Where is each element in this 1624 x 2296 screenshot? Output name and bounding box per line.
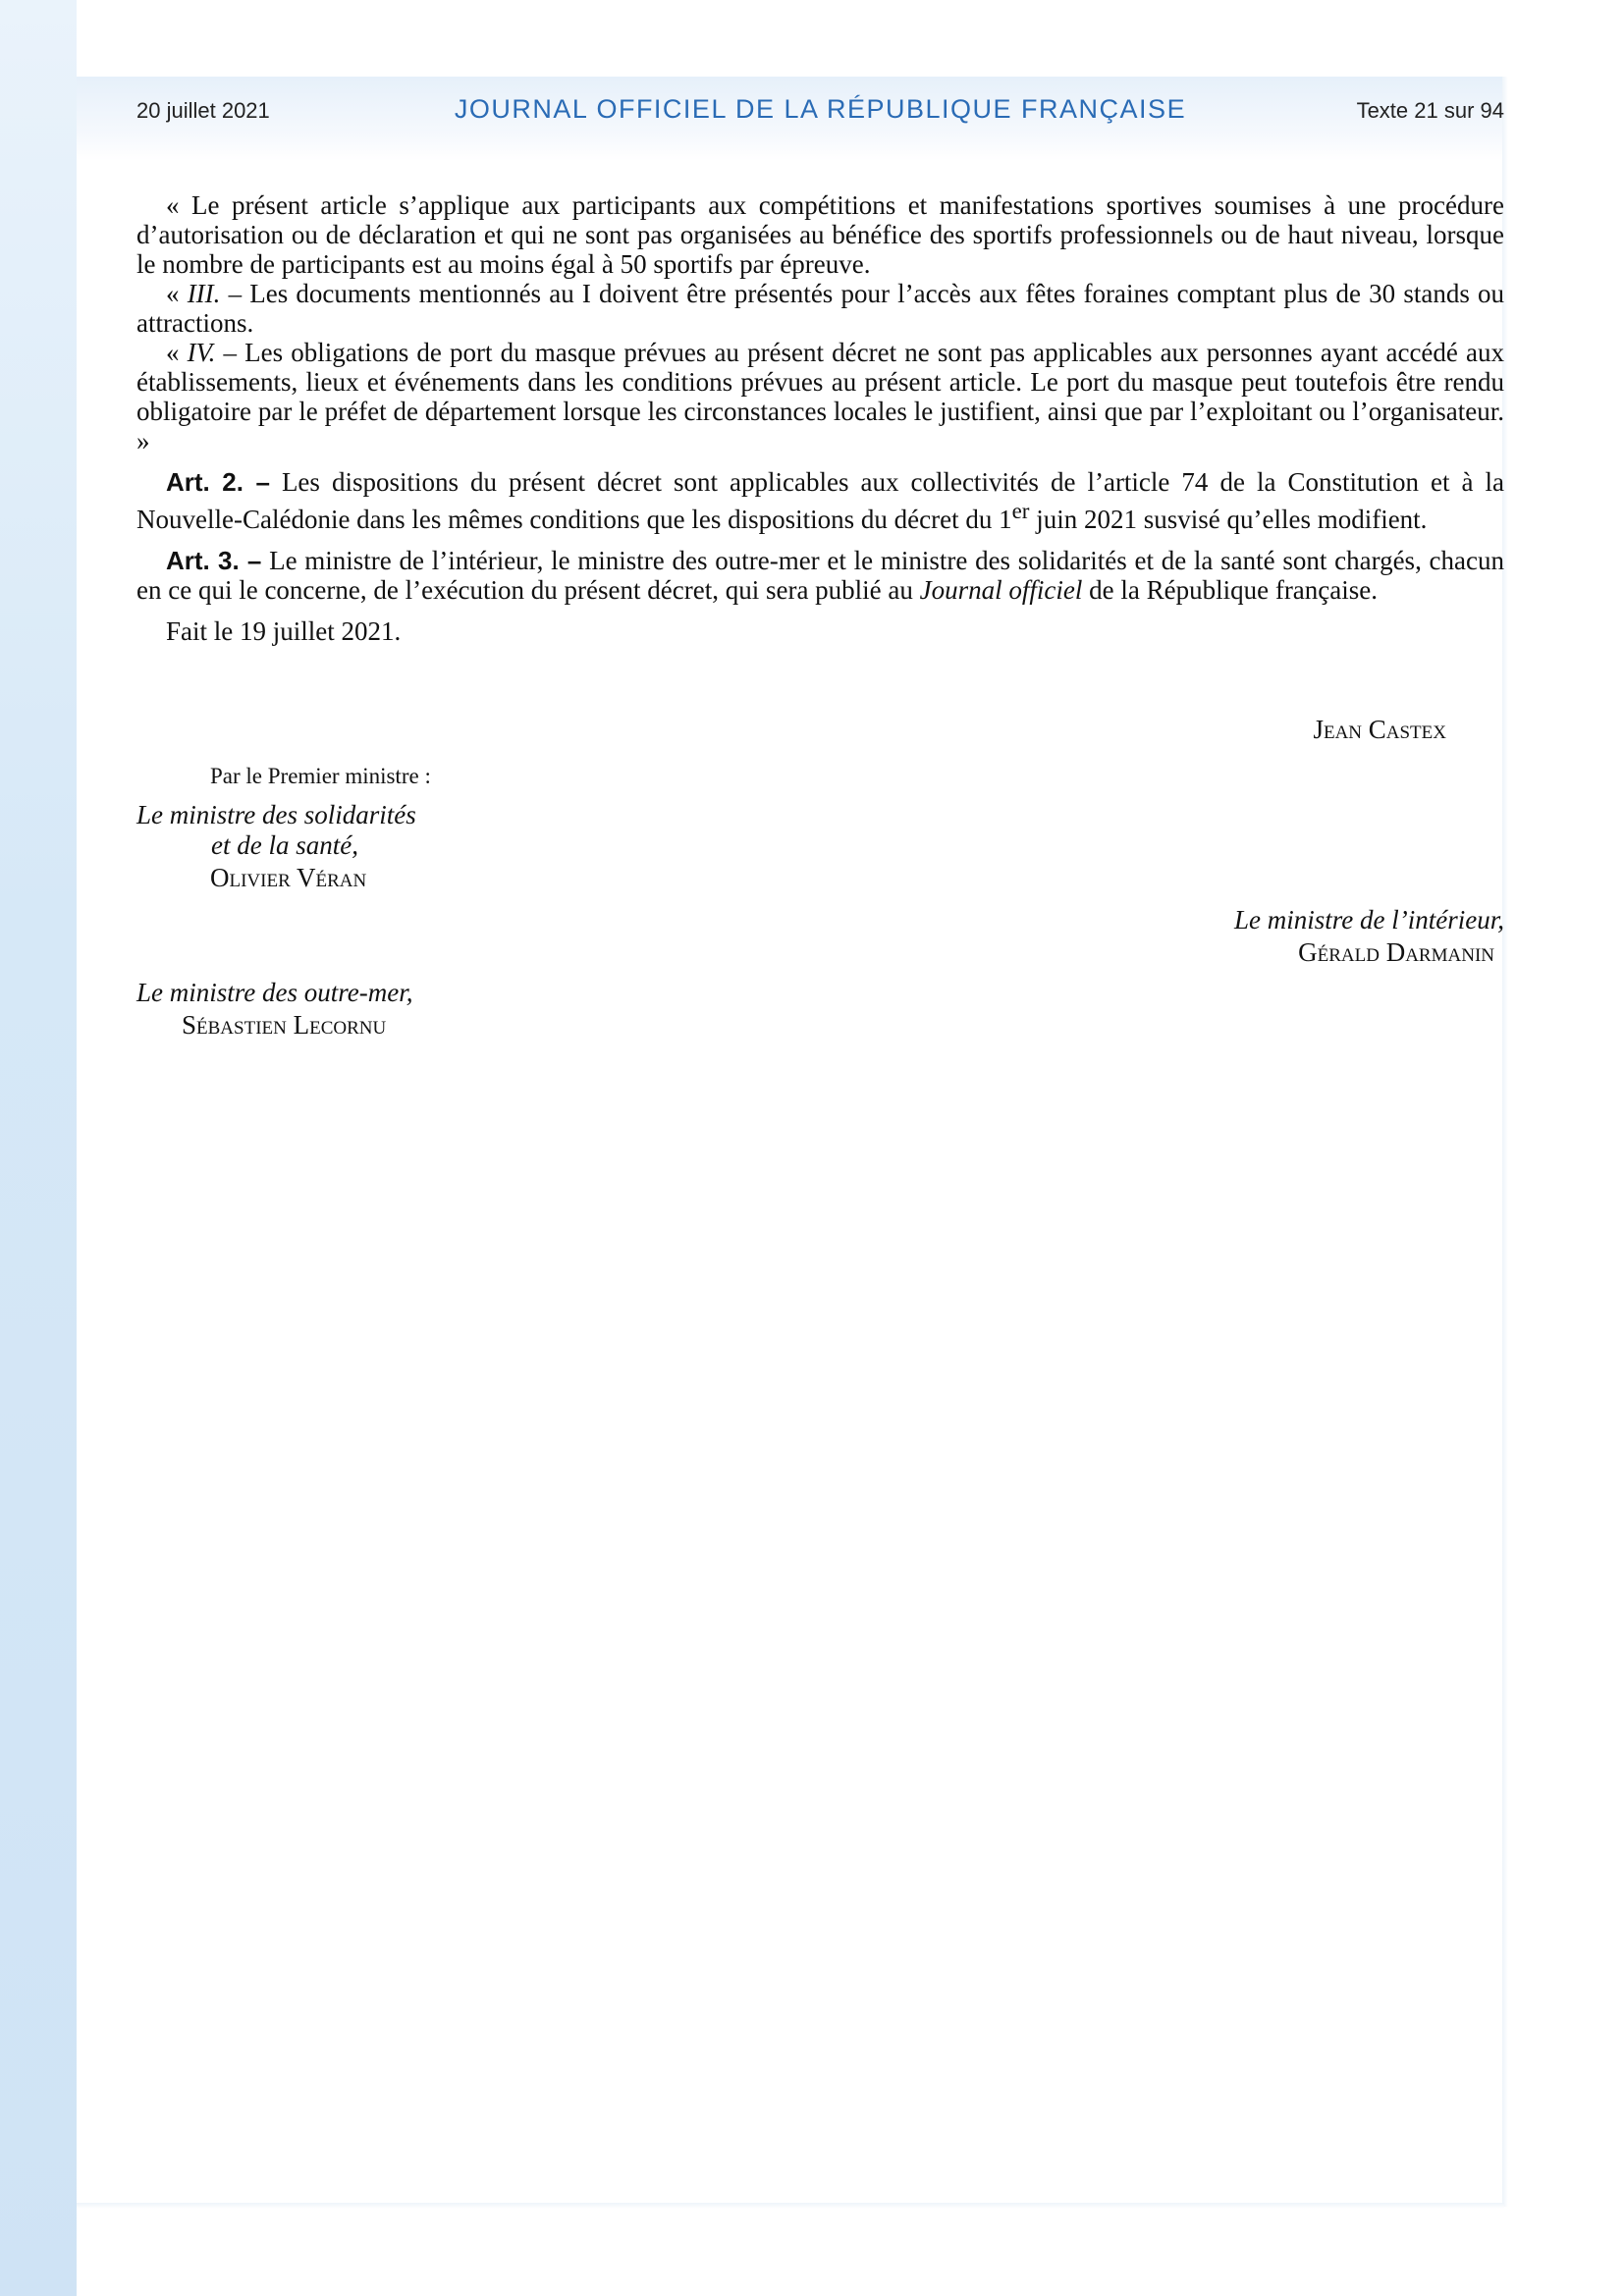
outremer-minister-name: Sébastien Lecornu	[182, 1010, 387, 1040]
article-3	[136, 546, 1504, 605]
quote-open: «	[166, 338, 188, 367]
outremer-title: Le ministre des outre-mer,	[136, 978, 413, 1007]
interieur-title: Le ministre de l’intérieur,	[1234, 905, 1504, 934]
article-3-label: Art. 3. –	[166, 546, 262, 575]
sante-title-line-1: Le ministre des solidarités	[136, 800, 416, 829]
paragraph-iv-text: – Les obligations de port du masque prévues au présent décret ne sont pas applicables aux personnes ayant accédé aux établissements, lieux et événements dans les conditions prévues au présent article. Le port du masque peut toutefois être rendu obligatoire par le préfet de département lorsque les circonstances locales le justifient, ainsi que par l’exploitant ou l’organisateur. »	[136, 338, 1505, 455]
article-2-text-b: juin 2021 susvisé qu’elles modifient.	[1029, 505, 1428, 534]
paragraph-iv	[136, 338, 1504, 455]
article-3-text-a: Le ministre de l’intérieur, le ministre des outre-mer et le ministre des solidarités et de la santé sont chargés, chacun en ce qui le concerne, de l’exécution du présent décret, qui sera publié au	[136, 546, 1504, 605]
quote-open: «	[166, 279, 188, 308]
article-2-text-a: Les dispositions du présent décret sont applicables aux collectivités de l’article 74 de la Constitution et à la Nouvelle-Calédonie dans les mêmes conditions que les dispositions du décret du 1	[136, 467, 1505, 534]
section-label-iv: IV.	[187, 338, 216, 367]
journal-title: JOURNAL OFFICIEL DE LA RÉPUBLIQUE FRANÇAISE	[454, 94, 1187, 124]
header-date: 20 juillet 2021	[136, 98, 270, 123]
document-body	[136, 190, 1504, 646]
sante-title-line-2: et de la santé,	[211, 830, 358, 860]
done-date: Fait le 19 juillet 2021.	[166, 616, 402, 646]
text-number: Texte 21 sur 94	[1356, 98, 1504, 123]
paragraph-iii-text: – Les documents mentionnés au I doivent être présentés pour l’accès aux fêtes foraines comptant plus de 30 stands ou attractions.	[136, 279, 1505, 338]
section-label-iii: III.	[187, 279, 221, 308]
paragraph-participants: « Le présent article s’applique aux participants aux compétitions et manifestations sportives soumises à une procédure d’autorisation ou de déclaration et qui ne sont pas organisées au bénéfice des sportifs professionnels ou de haut niveau, lorsque le nombre de participants est au moins égal à 50 sportifs par épreuve.	[136, 190, 1504, 279]
page-header	[136, 94, 1504, 130]
ordinal-superscript: er	[1011, 499, 1030, 523]
paragraph-iii	[136, 279, 1504, 338]
article-2	[136, 467, 1504, 534]
by-prime-minister: Par le Premier ministre :	[210, 764, 431, 788]
sante-minister-name: Olivier Véran	[210, 863, 367, 892]
left-margin-band	[0, 0, 77, 2296]
pm-signature: Jean Castex	[1313, 715, 1446, 744]
article-2-label: Art. 2. –	[166, 467, 270, 497]
journal-officiel-ref: Journal officiel	[919, 575, 1083, 605]
article-3-text-b: de la République française.	[1082, 575, 1379, 605]
interieur-minister-name: Gérald Darmanin	[1298, 937, 1494, 967]
page-edge-bottom	[77, 2203, 1504, 2209]
